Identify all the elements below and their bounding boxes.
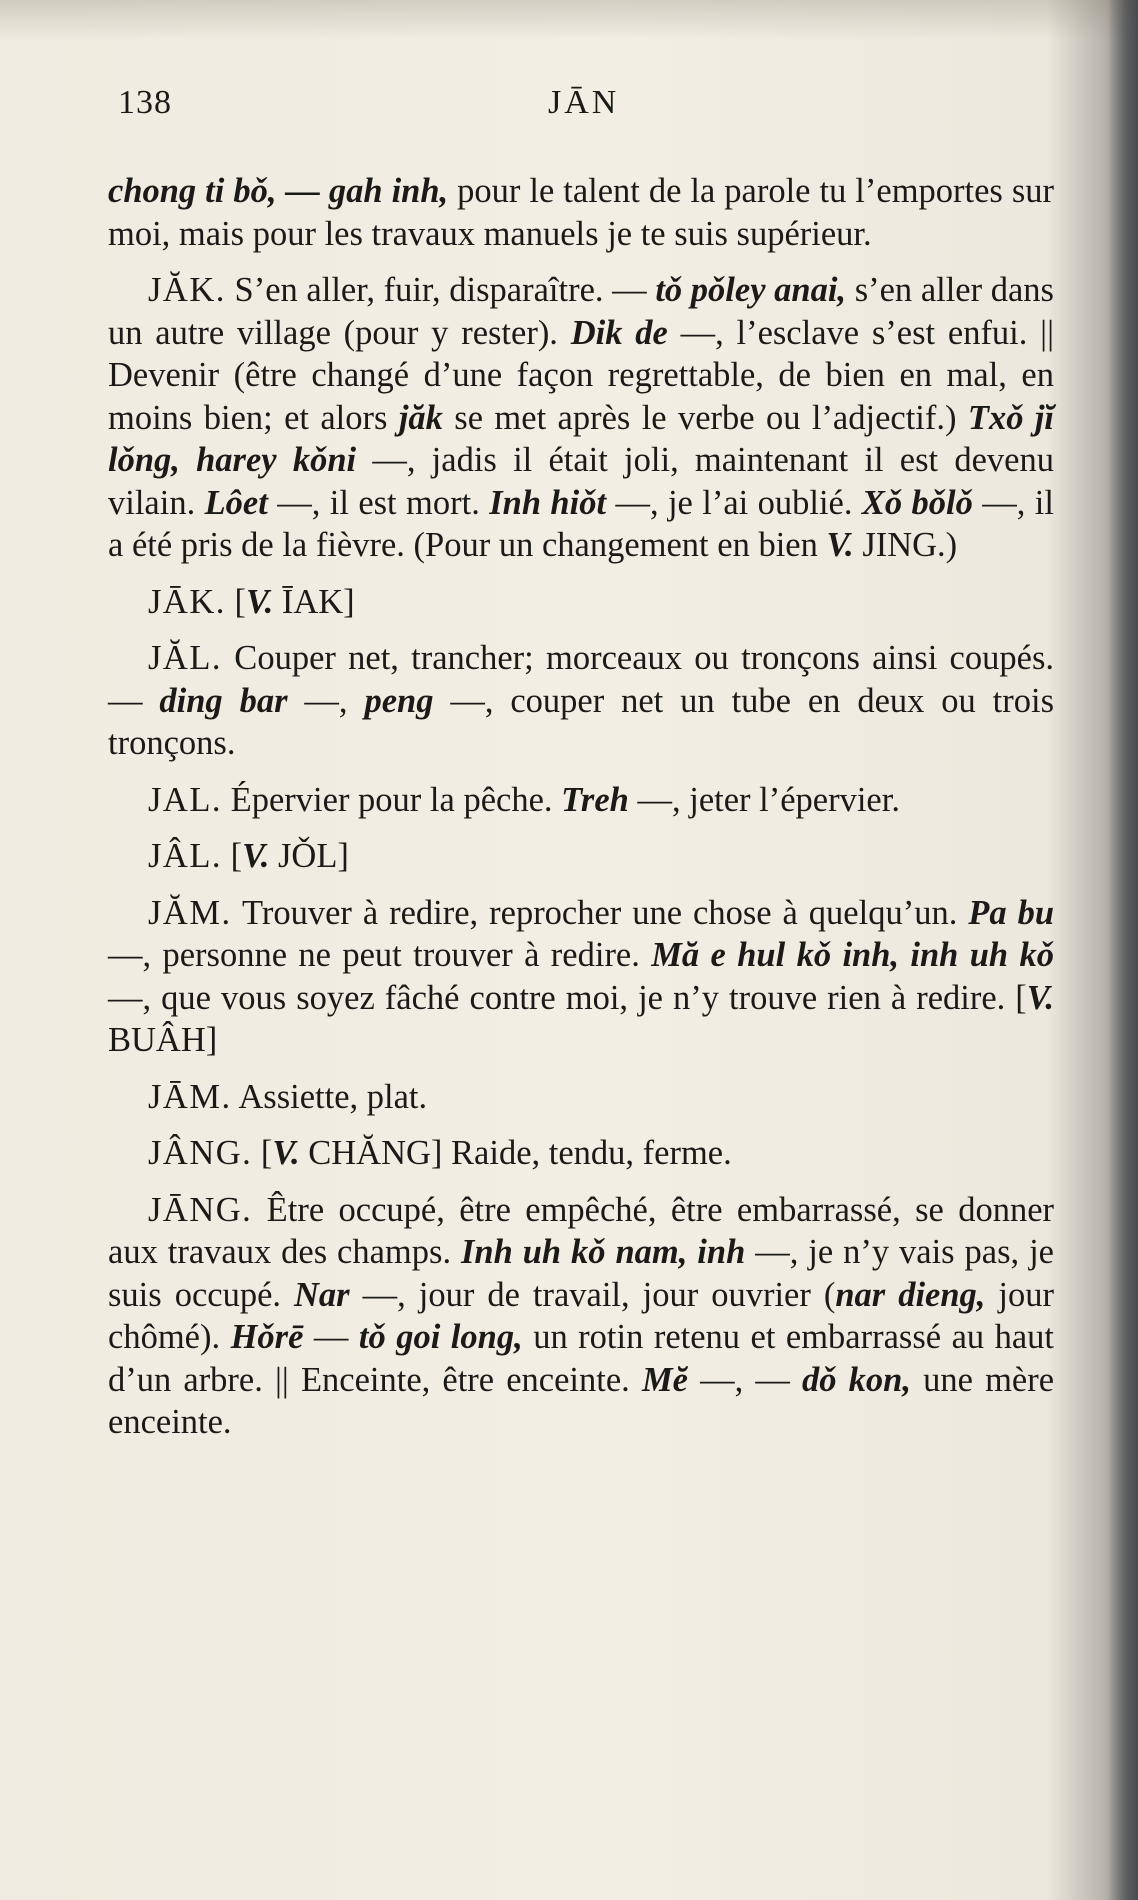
dictionary-entry [108, 835, 1054, 878]
example-phrase: Treh [561, 780, 629, 819]
example-phrase: V. [272, 1134, 300, 1172]
entry-headword: JĀNG. [148, 1190, 253, 1229]
definition-text: —, couper net un tube en deux ou trois tronçons. [108, 681, 1055, 762]
dictionary-entry [108, 581, 1054, 624]
definition-text: BUÂH] [108, 1021, 218, 1059]
entry-headword: JÂNG. [148, 1134, 253, 1172]
definition-text: un rotin retenu et embarrassé au haut d’un arbre. || Enceinte, être enceinte. [108, 1318, 1055, 1399]
definition-text: S’en aller, fuir, disparaître. — [225, 271, 656, 309]
entry-continuation [108, 170, 1054, 255]
definition-text: Trouver à redire, reprocher une chose à quelqu’un. [231, 893, 969, 932]
example-phrase: tǒ goi long, [358, 1318, 523, 1356]
entry-headword: JĀM. [148, 1077, 232, 1116]
example-phrase: V. [826, 526, 854, 564]
example-phrase: Dik de [570, 313, 668, 352]
definition-text: —, jadis il était joli, maintenant il est devenu vilain. [108, 441, 1054, 522]
definition-text: —, [287, 681, 365, 720]
definition-text: Assiette, plat. [231, 1077, 428, 1116]
definition-text: JING.) [853, 526, 958, 564]
definition-text: pour le talent de la parole tu l’emportes sur moi, mais pour les travaux manuels je te suis supérieur. [108, 172, 1054, 253]
definition-text: [ [225, 582, 247, 621]
example-phrase: Xǒ bǒlǒ [861, 483, 973, 522]
example-phrase: nar dieng, [835, 1275, 986, 1314]
definition-text: —, que vous soyez fâché contre moi, je n’y trouve rien à redire. [ [108, 978, 1027, 1017]
entry-headword: JAL. [148, 780, 223, 819]
entry-headword: JĂK. [148, 271, 226, 309]
definition-text: —, jour de travail, jour ouvrier ( [349, 1275, 836, 1314]
definition-text: [ [222, 837, 243, 875]
example-phrase: Inh hiǒt [489, 483, 607, 522]
definition-text: —, il a été pris de la fièvre. (Pour un changement en bien [108, 483, 1054, 564]
definition-text: s’en aller dans un autre village (pour y rester). [108, 271, 1054, 352]
example-phrase: Hǒrē [230, 1318, 304, 1356]
dictionary-entry [108, 892, 1054, 1062]
example-phrase: V. [1026, 978, 1054, 1017]
page-top-shadow [0, 0, 1138, 40]
definition-text: jour chômé). [108, 1275, 1054, 1356]
definition-text: Être occupé, être empêché, être embarrassé, se donner aux travaux des champs. [108, 1190, 1054, 1271]
example-phrase: chong ti bǒ, — gah inh, [108, 172, 449, 210]
example-phrase: Txǒ jĭ lǒng, harey kǒni [108, 398, 1055, 479]
example-phrase: Mĕ [641, 1360, 688, 1399]
definition-text: —, je l’ai oublié. [606, 483, 862, 522]
example-phrase: Lôet [204, 483, 268, 522]
definition-text: ĪAK] [273, 582, 355, 621]
definition-text: Couper net, trancher; morceaux ou tronçons ainsi coupés. — [108, 639, 1054, 720]
example-phrase: V. [246, 582, 274, 621]
example-phrase: Mă e hul kǒ inh, inh uh kǒ [651, 936, 1054, 974]
example-phrase: ding bar [159, 681, 288, 720]
definition-text: se met après le verbe ou l’adjectif.) [442, 398, 968, 437]
definition-text: —, personne ne peut trouver à redire. [108, 936, 652, 974]
dictionary-entry [108, 637, 1054, 765]
example-phrase: Inh uh kǒ nam, inh [461, 1233, 746, 1271]
definition-text: — [303, 1318, 359, 1356]
example-phrase: V. [242, 837, 270, 875]
example-phrase: Nar [294, 1275, 350, 1314]
example-phrase: jăk [398, 398, 443, 437]
example-phrase: Pa bu [968, 893, 1055, 932]
definition-text: JǑL] [269, 837, 349, 875]
entry-headword: JĂM. [148, 893, 232, 932]
definition-text: Épervier pour la pêche. [222, 780, 562, 819]
entry-headword: JĀK. [148, 582, 226, 621]
definition-text: —, jeter l’épervier. [628, 780, 900, 819]
dictionary-entry [108, 1132, 1054, 1175]
definition-text: CHĂNG] Raide, tendu, ferme. [299, 1134, 732, 1172]
dictionary-entry [108, 1076, 1054, 1119]
entry-headword: JÂL. [148, 837, 223, 875]
example-phrase: tǒ pǒley anai, [655, 271, 847, 309]
definition-text: —, je n’y vais pas, je suis occupé. [108, 1233, 1054, 1314]
example-phrase: dǒ kon, [802, 1360, 911, 1399]
page-number: 138 [118, 84, 172, 121]
definition-text: une mère enceinte. [108, 1360, 1055, 1441]
dictionary-entry [108, 779, 1054, 822]
dictionary-entry [108, 1189, 1054, 1444]
example-phrase: peng [364, 681, 434, 720]
dictionary-entry [108, 269, 1054, 567]
running-head: JĀN [548, 84, 620, 121]
definition-text: —, il est mort. [267, 483, 490, 522]
definition-text: [ [252, 1134, 273, 1172]
entry-headword: JĂL. [148, 639, 223, 677]
definition-text: —, l’esclave s’est enfui. || Devenir (être changé d’une façon regrettable, de bien en mal, en moins bien; et alors [108, 313, 1054, 437]
definition-text: —, — [687, 1360, 802, 1399]
book-edge [1108, 0, 1138, 1900]
dictionary-entries [108, 170, 1054, 1458]
